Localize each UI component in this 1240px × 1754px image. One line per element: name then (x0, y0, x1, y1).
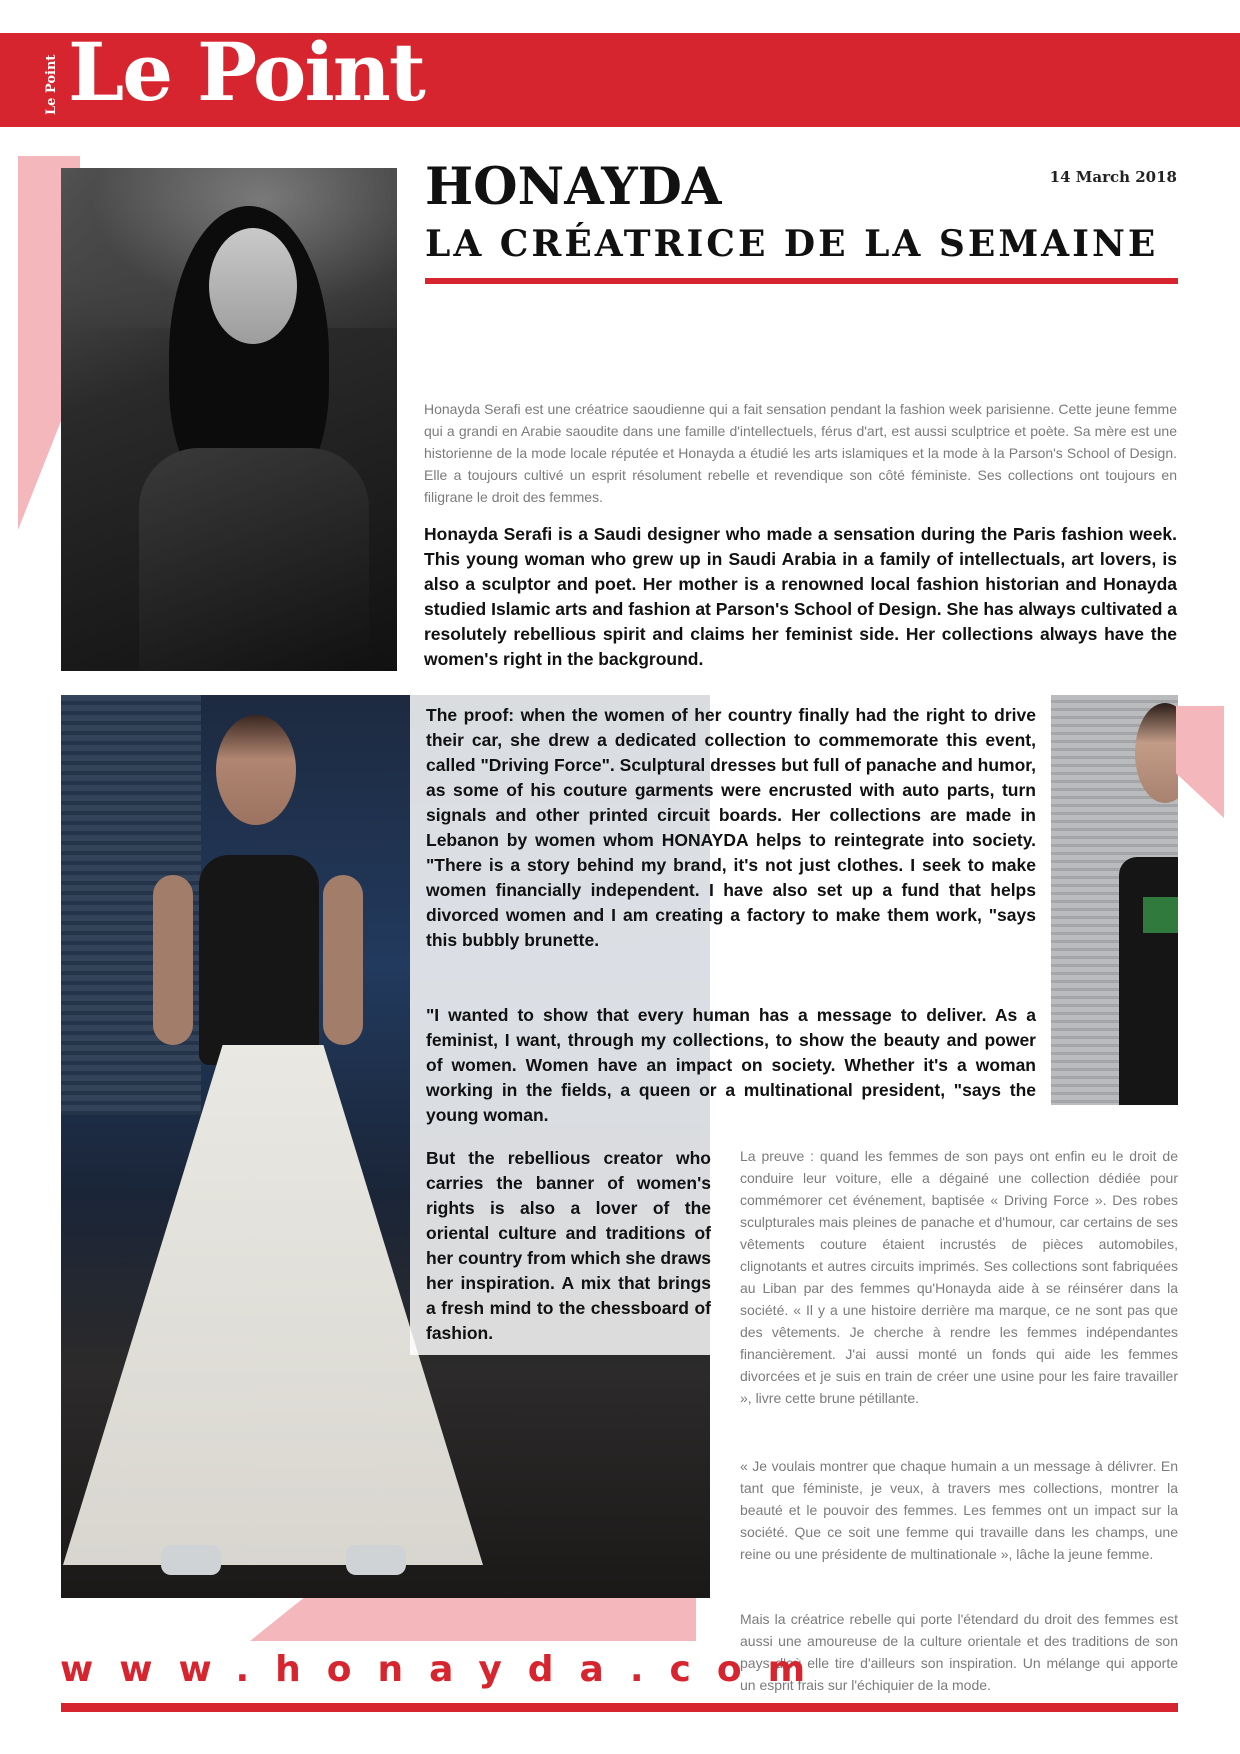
portrait-photo (61, 168, 397, 671)
body-en-2: "I wanted to show that every human has a message to deliver. As a feminist, I want, through my collections, to show the beauty and power of women. Women have an impact on society. Whether it's a woman working in the fields, a queen or a multinational president, "says the young woman. (426, 1005, 1036, 1125)
model-circuit-photo (1051, 695, 1178, 1105)
website-link[interactable]: www.honayda.com (60, 1649, 832, 1690)
article-subtitle: LA CRÉATRICE DE LA SEMAINE (425, 223, 1159, 265)
article-date: 14 March 2018 (1049, 168, 1177, 186)
body-fr-3: Mais la créatrice rebelle qui porte l'étendard du droit des femmes est aussi une amoureuse de la culture orientale et des traditions de son pays d'où elle tire d'ailleurs son inspiration. Un mélange qui apporte un esprit frais sur l'échiquier de la mode. (740, 1611, 1178, 1693)
article-title: HONAYDA (425, 157, 722, 217)
logo-small-text: Le Point (44, 54, 59, 116)
body-en-1: The proof: when the women of her country finally had the right to drive their car, she drew a dedicated collection to commemorate this event, called "Driving Force". Sculptural dresses but full of panache and humor, as some of his couture garments were encrusted with auto parts, turn signals and other printed circuit boards. Her collections are made in Lebanon by women whom HONAYDA helps to reintegrate into society. "There is a story behind my brand, it's not just clothes. I seek to make women financially independent. I have also set up a fund that helps divorced women and I am creating a factory to make them work, "says this bubbly brunette. (426, 705, 1036, 950)
body-fr-2: « Je voulais montrer que chaque humain a un message à délivrer. En tant que féministe, je veux, à travers mes collections, montrer la beauté et le pouvoir des femmes. Les femmes ont un impact sur la société. Que ce soit une femme qui travaille dans les champs, une reine ou une présidente de multinationale », lâche la jeune femme. (740, 1458, 1178, 1562)
title-rule (425, 278, 1178, 284)
decor-triangle-bottom (250, 1598, 696, 1641)
intro-en: Honayda Serafi is a Saudi designer who made a sensation during the Paris fashion week. This young woman who grew up in Saudi Arabia in a family of intellectuals, art lovers, is also a sculptor and poet. Her mother is a renowned local fashion historian and Honayda studied Islamic arts and fashion at Parson's School of Design. She has always cultivated a resolutely rebellious spirit and claims her feminist side. Her collections always have the women's right in the background. (424, 524, 1177, 669)
body-fr-1: La preuve : quand les femmes de son pays ont enfin eu le droit de conduire leur voiture, elle a dégainé une collection dédiée pour commémorer cet événement, baptisée « Driving Force ». Des robes sculpturales mais pleines de panache et d'humour, car certains de ses vêtements couture étaient incrustés de pièces automobiles, clignotants et autres circuits imprimés. Ses collections sont fabriquées au Liban par des femmes qu'Honayda aide à se réinsérer dans la société. « Il y a une histoire derrière ma marque, ce ne sont pas que des vêtements. Je cherche à rendre les femmes indépendantes financièrement. J'ai aussi monté un fonds qui aide les femmes divorcées et je suis en train de créer une usine pour les faire travailler », livre cette brune pétillante. (740, 1148, 1178, 1406)
footer-rule (61, 1703, 1178, 1712)
body-en-3: But the rebellious creator who carries the banner of women's rights is also a lover of the oriental culture and traditions of her country from which she draws her inspiration. A mix that brings a fresh mind to the chessboard of fashion. (426, 1148, 711, 1343)
intro-fr: Honayda Serafi est une créatrice saoudienne qui a fait sensation pendant la fashion week parisienne. Cette jeune femme qui a grandi en Arabie saoudite dans une famille d'intellectuels, férus d'art, est aussi sculptrice et poète. Sa mère est une historienne de la mode locale réputée et Honayda a étudié les arts islamiques et la mode à la Parson's School of Design. Elle a toujours cultivé un esprit résolument rebelle et revendique son côté féministe. Ses collections ont toujours en filigrane le droit des femmes. (424, 401, 1177, 505)
le-point-logo[interactable]: Le Point (68, 25, 424, 119)
decor-triangle-right (1176, 706, 1224, 818)
